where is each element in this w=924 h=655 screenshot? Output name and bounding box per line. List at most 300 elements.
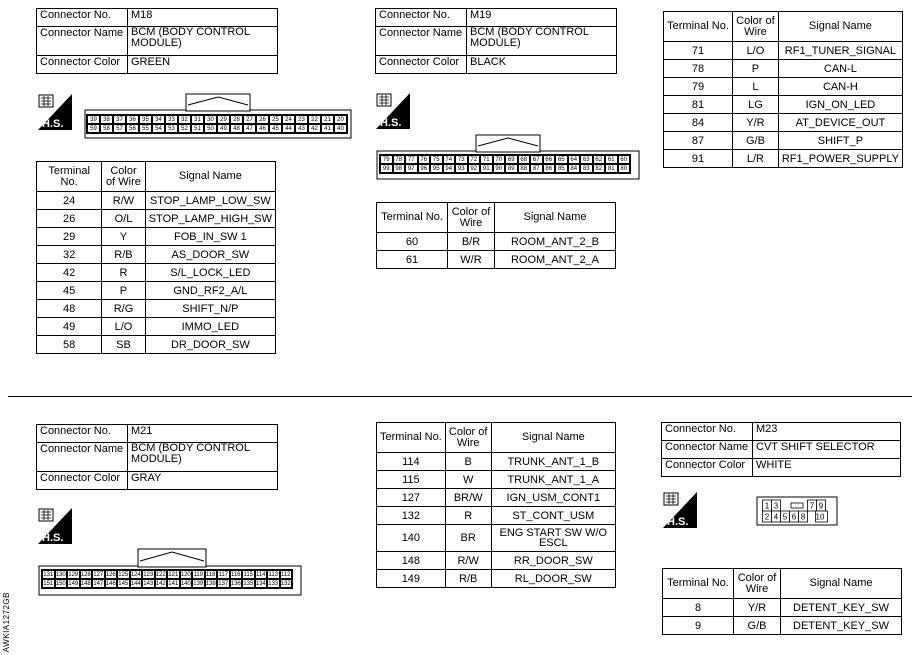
- pin-cell: 113: [268, 572, 279, 578]
- terminal-header: Terminal No.: [377, 203, 448, 233]
- pin-cell: 83: [580, 164, 593, 173]
- pin-cell: 138: [205, 581, 216, 587]
- pin-cell: 28: [230, 115, 243, 124]
- pin-cell: 69: [505, 155, 518, 164]
- label: Connector No.: [37, 425, 128, 443]
- pin-cell: 97: [405, 164, 418, 173]
- table-row: [664, 150, 903, 168]
- terminal-cell: 114: [377, 453, 446, 471]
- pin-cell: 99: [380, 164, 393, 173]
- pin-row-bottom: [42, 579, 292, 588]
- terminal-cell: 32: [37, 246, 102, 264]
- pin-cell: 51: [191, 124, 204, 133]
- terminal-cell: 127: [377, 489, 446, 507]
- table-row: [377, 525, 616, 552]
- pin-cell: 31: [191, 115, 204, 124]
- terminal-cell: 91: [664, 150, 733, 168]
- pin-cell: 66: [543, 155, 556, 164]
- signal-name-cell: RL_DOOR_SW: [491, 570, 615, 588]
- terminal-cell: 87: [664, 132, 733, 150]
- pin-cell: 40: [334, 124, 347, 133]
- m23-signal-table: [662, 568, 902, 635]
- pin-cell: 118: [205, 572, 216, 578]
- terminal-cell: 148: [377, 552, 446, 570]
- wire-color-cell: LG: [733, 96, 779, 114]
- section-divider: [8, 396, 912, 397]
- pin-cell: 52: [178, 124, 191, 133]
- pin-cell: 134: [255, 581, 266, 587]
- pin-cell: 117: [218, 572, 229, 578]
- terminal-cell: 78: [664, 60, 733, 78]
- wire-color-cell: R/B: [102, 246, 145, 264]
- pin-label: 7: [809, 501, 815, 511]
- table-row: [377, 489, 616, 507]
- pin-cell: 87: [530, 164, 543, 173]
- pin-label: 4: [773, 512, 779, 522]
- signal-header: Signal Name: [778, 12, 902, 42]
- signal-header: Signal Name: [145, 162, 275, 192]
- signal-name-cell: DETENT_KEY_SW: [781, 617, 902, 635]
- pin-cell: 124: [130, 572, 141, 578]
- label: Connector Color: [662, 459, 753, 477]
- label: Connector No.: [37, 9, 128, 27]
- terminal-cell: 45: [37, 282, 102, 300]
- pin-cell: 68: [518, 155, 531, 164]
- terminal-cell: 149: [377, 570, 446, 588]
- table-row: [377, 507, 616, 525]
- signal-name-cell: FOB_IN_SW 1: [145, 228, 275, 246]
- pin-cell: 137: [218, 581, 229, 587]
- pin-cell: 29: [217, 115, 230, 124]
- pin-cell: 70: [493, 155, 506, 164]
- pin-cell: 61: [605, 155, 618, 164]
- value: BCM (BODY CONTROL MODULE): [128, 27, 278, 56]
- color-header: Color of Wire: [448, 203, 495, 233]
- value: BLACK: [467, 56, 617, 74]
- signal-header: Signal Name: [495, 203, 616, 233]
- color-header: Color of Wire: [734, 569, 781, 599]
- wire-color-cell: L: [733, 78, 779, 96]
- pin-cell: 39: [87, 115, 100, 124]
- pin-cell: 90: [493, 164, 506, 173]
- wire-color-cell: Y: [102, 228, 145, 246]
- terminal-cell: 71: [664, 42, 733, 60]
- signal-name-cell: CAN-H: [778, 78, 902, 96]
- value: CVT SHIFT SELECTOR: [753, 441, 901, 459]
- terminal-cell: 115: [377, 471, 446, 489]
- pin-cell: 73: [455, 155, 468, 164]
- pin-cell: 94: [443, 164, 456, 173]
- terminal-header: Terminal No.: [663, 569, 734, 599]
- table-row: [664, 78, 903, 96]
- signal-name-cell: RR_DOOR_SW: [491, 552, 615, 570]
- pin-cell: 149: [68, 581, 79, 587]
- m21-connector-face: [41, 569, 293, 589]
- wire-color-cell: R/W: [445, 552, 491, 570]
- table-row: [377, 251, 616, 269]
- pin-row-top: [87, 115, 347, 124]
- signal-name-cell: CAN-L: [778, 60, 902, 78]
- pin-cell: 20: [334, 115, 347, 124]
- signal-name-cell: ST_CONT_USM: [491, 507, 615, 525]
- pin-cell: 144: [130, 581, 141, 587]
- pin-cell: 133: [268, 581, 279, 587]
- hs-label: H.S.: [667, 516, 689, 528]
- m23-info-table: [661, 422, 901, 477]
- wire-color-cell: B: [445, 453, 491, 471]
- pin-cell: 45: [269, 124, 282, 133]
- table-row: [37, 300, 276, 318]
- pin-cell: 130: [55, 572, 66, 578]
- pin-cell: 79: [380, 155, 393, 164]
- terminal-cell: 24: [37, 192, 102, 210]
- signal-name-cell: S/L_LOCK_LED: [145, 264, 275, 282]
- wire-color-cell: BR: [445, 525, 491, 552]
- table-row: [37, 336, 276, 354]
- terminal-cell: 61: [377, 251, 448, 269]
- pin-cell: 58: [100, 124, 113, 133]
- pin-label: 9: [818, 501, 824, 511]
- pin-cell: 145: [118, 581, 129, 587]
- pin-cell: 46: [256, 124, 269, 133]
- pin-cell: 32: [178, 115, 191, 124]
- pin-cell: 22: [308, 115, 321, 124]
- pin-cell: 92: [468, 164, 481, 173]
- value: BCM (BODY CONTROL MODULE): [128, 443, 278, 472]
- pin-cell: 131: [43, 572, 54, 578]
- table-row: [664, 42, 903, 60]
- signal-name-cell: GND_RF2_A/L: [145, 282, 275, 300]
- pin-cell: 85: [555, 164, 568, 173]
- table-row: [664, 132, 903, 150]
- signal-name-cell: ROOM_ANT_2_B: [495, 233, 616, 251]
- m23-connector-face: [756, 496, 838, 526]
- signal-name-cell: TRUNK_ANT_1_B: [491, 453, 615, 471]
- pin-cell: 65: [555, 155, 568, 164]
- pin-cell: 135: [243, 581, 254, 587]
- label: Connector Color: [37, 472, 128, 490]
- terminal-cell: 8: [663, 599, 734, 617]
- label: Connector Name: [37, 27, 128, 56]
- value: GREEN: [128, 56, 278, 74]
- pin-cell: 42: [308, 124, 321, 133]
- signal-name-cell: ROOM_ANT_2_A: [495, 251, 616, 269]
- hs-label: H.S.: [42, 532, 64, 544]
- wire-color-cell: R/B: [445, 570, 491, 588]
- table-row: [37, 246, 276, 264]
- pin-cell: 139: [193, 581, 204, 587]
- table-row: [663, 617, 902, 635]
- color-header: Color of Wire: [445, 423, 491, 453]
- pin-cell: 129: [68, 572, 79, 578]
- pin-cell: 23: [295, 115, 308, 124]
- hs-label: H.S.: [42, 118, 64, 130]
- signal-name-cell: ENG START SW W/O ESCL: [491, 525, 615, 552]
- pin-cell: 71: [480, 155, 493, 164]
- m19-signal-table-a: [376, 202, 616, 269]
- value: WHITE: [753, 459, 901, 477]
- pin-cell: 116: [230, 572, 241, 578]
- pin-label: 2: [764, 512, 770, 522]
- pin-cell: 53: [165, 124, 178, 133]
- pin-cell: 59: [87, 124, 100, 133]
- pin-cell: 114: [255, 572, 266, 578]
- signal-name-cell: SHIFT_N/P: [145, 300, 275, 318]
- label: Connector Name: [37, 443, 128, 472]
- wire-color-cell: R/G: [102, 300, 145, 318]
- value: M21: [128, 425, 278, 443]
- table-row: [377, 233, 616, 251]
- pin-cell: 37: [113, 115, 126, 124]
- wire-color-cell: R/W: [102, 192, 145, 210]
- table-row: [37, 228, 276, 246]
- pin-cell: 49: [217, 124, 230, 133]
- pin-label: 1: [764, 501, 770, 511]
- pin-cell: 127: [93, 572, 104, 578]
- wire-color-cell: G/B: [734, 617, 781, 635]
- pin-cell: 43: [295, 124, 308, 133]
- m19-signal-table-b: [663, 11, 903, 168]
- m21-signal-table: [376, 422, 616, 588]
- wire-color-cell: BR/W: [445, 489, 491, 507]
- figure-code: AWKIA1272GB: [2, 592, 11, 653]
- terminal-cell: 58: [37, 336, 102, 354]
- pin-label: 5: [782, 512, 788, 522]
- pin-cell: 150: [55, 581, 66, 587]
- terminal-cell: 26: [37, 210, 102, 228]
- pin-cell: 44: [282, 124, 295, 133]
- value: GRAY: [128, 472, 278, 490]
- pin-cell: 84: [568, 164, 581, 173]
- pin-cell: 91: [480, 164, 493, 173]
- terminal-cell: 79: [664, 78, 733, 96]
- terminal-header: Terminal No.: [664, 12, 733, 42]
- label: Connector No.: [376, 9, 467, 27]
- pin-cell: 76: [418, 155, 431, 164]
- pin-cell: 123: [143, 572, 154, 578]
- pin-cell: 147: [93, 581, 104, 587]
- label: Connector Color: [37, 56, 128, 74]
- pin-cell: 132: [280, 581, 291, 587]
- pin-cell: 77: [405, 155, 418, 164]
- pin-label: 6: [791, 512, 797, 522]
- m21-info-table: [36, 424, 278, 490]
- pin-cell: 74: [443, 155, 456, 164]
- wire-color-cell: W/R: [448, 251, 495, 269]
- value: M23: [753, 423, 901, 441]
- pin-cell: 36: [126, 115, 139, 124]
- pin-cell: 25: [269, 115, 282, 124]
- terminal-cell: 140: [377, 525, 446, 552]
- value: M18: [128, 9, 278, 27]
- color-header: Color of Wire: [733, 12, 779, 42]
- pin-cell: 30: [204, 115, 217, 124]
- wire-color-cell: R: [102, 264, 145, 282]
- pin-cell: 75: [430, 155, 443, 164]
- label: Connector Color: [376, 56, 467, 74]
- pin-cell: 56: [126, 124, 139, 133]
- pin-cell: 78: [393, 155, 406, 164]
- pin-cell: 57: [113, 124, 126, 133]
- pin-cell: 82: [593, 164, 606, 173]
- pin-cell: 115: [243, 572, 254, 578]
- signal-name-cell: DETENT_KEY_SW: [781, 599, 902, 617]
- pin-row-top: [380, 155, 630, 164]
- terminal-cell: 81: [664, 96, 733, 114]
- hs-icon: [376, 93, 410, 129]
- table-row: [37, 282, 276, 300]
- terminal-cell: 84: [664, 114, 733, 132]
- pin-cell: 140: [180, 581, 191, 587]
- signal-name-cell: IGN_ON_LED: [778, 96, 902, 114]
- table-row: [377, 552, 616, 570]
- signal-name-cell: AT_DEVICE_OUT: [778, 114, 902, 132]
- pin-cell: 148: [80, 581, 91, 587]
- pin-cell: 96: [418, 164, 431, 173]
- wire-color-cell: L/O: [733, 42, 779, 60]
- hs-icon: [38, 94, 72, 130]
- pin-cell: 67: [530, 155, 543, 164]
- pin-cell: 151: [43, 581, 54, 587]
- pin-cell: 81: [605, 164, 618, 173]
- wire-color-cell: G/B: [733, 132, 779, 150]
- pin-cell: 48: [230, 124, 243, 133]
- signal-name-cell: STOP_LAMP_LOW_SW: [145, 192, 275, 210]
- terminal-header: Terminal No.: [37, 162, 102, 192]
- pin-label: 10: [815, 512, 825, 522]
- pin-cell: 142: [155, 581, 166, 587]
- table-row: [664, 60, 903, 78]
- value: M19: [467, 9, 617, 27]
- pin-cell: 60: [618, 155, 631, 164]
- wire-color-cell: O/L: [102, 210, 145, 228]
- table-row: [37, 318, 276, 336]
- m18-info-table: [36, 8, 278, 74]
- pin-cell: 34: [152, 115, 165, 124]
- hs-label: H.S.: [380, 117, 402, 129]
- pin-cell: 24: [282, 115, 295, 124]
- pin-cell: 41: [321, 124, 334, 133]
- wire-color-cell: L/O: [102, 318, 145, 336]
- pin-cell: 47: [243, 124, 256, 133]
- value: BCM (BODY CONTROL MODULE): [467, 27, 617, 56]
- signal-header: Signal Name: [781, 569, 902, 599]
- signal-name-cell: RF1_TUNER_SIGNAL: [778, 42, 902, 60]
- pin-cell: 72: [468, 155, 481, 164]
- m18-signal-table: [36, 161, 276, 354]
- table-row: [377, 570, 616, 588]
- pin-cell: 120: [180, 572, 191, 578]
- signal-name-cell: AS_DOOR_SW: [145, 246, 275, 264]
- pin-cell: 112: [280, 572, 291, 578]
- table-row: [377, 453, 616, 471]
- wire-color-cell: P: [733, 60, 779, 78]
- pin-cell: 21: [321, 115, 334, 124]
- pin-cell: 63: [580, 155, 593, 164]
- connector-latch: [791, 503, 803, 508]
- label: Connector Name: [376, 27, 467, 56]
- hs-icon: [663, 492, 697, 528]
- m19-info-table: [375, 8, 617, 74]
- signal-name-cell: IGN_USM_CONT1: [491, 489, 615, 507]
- pin-cell: 50: [204, 124, 217, 133]
- wire-color-cell: W: [445, 471, 491, 489]
- label: Connector Name: [662, 441, 753, 459]
- pin-cell: 38: [100, 115, 113, 124]
- signal-name-cell: TRUNK_ANT_1_A: [491, 471, 615, 489]
- wire-color-cell: B/R: [448, 233, 495, 251]
- wire-color-cell: SB: [102, 336, 145, 354]
- pin-cell: 128: [80, 572, 91, 578]
- signal-name-cell: IMMO_LED: [145, 318, 275, 336]
- pin-cell: 125: [118, 572, 129, 578]
- table-row: [37, 264, 276, 282]
- pin-cell: 141: [168, 581, 179, 587]
- pin-cell: 26: [256, 115, 269, 124]
- terminal-cell: 48: [37, 300, 102, 318]
- label: Connector No.: [662, 423, 753, 441]
- wire-color-cell: Y/R: [733, 114, 779, 132]
- terminal-header: Terminal No.: [377, 423, 446, 453]
- table-row: [377, 471, 616, 489]
- wire-color-cell: L/R: [733, 150, 779, 168]
- table-row: [664, 96, 903, 114]
- terminal-cell: 49: [37, 318, 102, 336]
- pin-cell: 54: [152, 124, 165, 133]
- table-row: [37, 192, 276, 210]
- signal-header: Signal Name: [491, 423, 615, 453]
- pin-cell: 89: [505, 164, 518, 173]
- pin-cell: 27: [243, 115, 256, 124]
- pin-cell: 136: [230, 581, 241, 587]
- pin-cell: 88: [518, 164, 531, 173]
- table-row: [37, 210, 276, 228]
- signal-name-cell: RF1_POWER_SUPPLY: [778, 150, 902, 168]
- wire-color-cell: R: [445, 507, 491, 525]
- terminal-cell: 9: [663, 617, 734, 635]
- pin-label: 3: [773, 501, 779, 511]
- pin-row-bottom: [380, 164, 630, 173]
- wire-color-cell: P: [102, 282, 145, 300]
- color-header: Color of Wire: [102, 162, 145, 192]
- pin-cell: 143: [143, 581, 154, 587]
- signal-name-cell: DR_DOOR_SW: [145, 336, 275, 354]
- pin-cell: 62: [593, 155, 606, 164]
- table-row: [663, 599, 902, 617]
- terminal-cell: 29: [37, 228, 102, 246]
- terminal-cell: 60: [377, 233, 448, 251]
- pin-cell: 33: [165, 115, 178, 124]
- pin-cell: 121: [168, 572, 179, 578]
- terminal-cell: 42: [37, 264, 102, 282]
- pin-cell: 98: [393, 164, 406, 173]
- pin-cell: 64: [568, 155, 581, 164]
- pin-cell: 95: [430, 164, 443, 173]
- pin-cell: 146: [105, 581, 116, 587]
- wire-color-cell: Y/R: [734, 599, 781, 617]
- pin-cell: 35: [139, 115, 152, 124]
- hs-icon: [38, 508, 72, 544]
- pin-cell: 80: [618, 164, 631, 173]
- signal-name-cell: SHIFT_P: [778, 132, 902, 150]
- pin-cell: 55: [139, 124, 152, 133]
- m18-connector-face: [86, 114, 348, 134]
- pin-cell: 122: [155, 572, 166, 578]
- m19-connector-face: [379, 154, 631, 174]
- signal-name-cell: STOP_LAMP_HIGH_SW: [145, 210, 275, 228]
- pin-cell: 93: [455, 164, 468, 173]
- pin-row-bottom: [87, 124, 347, 133]
